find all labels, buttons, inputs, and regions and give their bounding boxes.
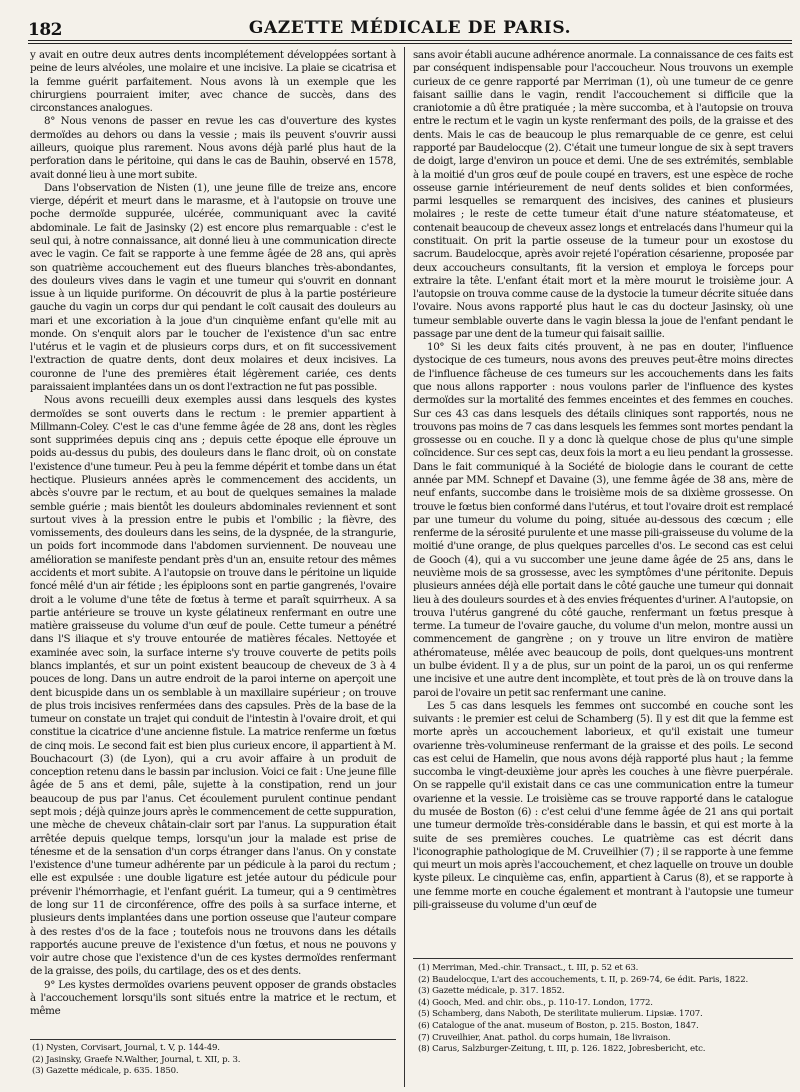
running-header <box>28 14 792 40</box>
right-paragraph: sans avoir établi aucune adhérence anormale. La connaissance de ces faits est par conséquent indispensable pour l'accoucheur. Nous trouvons un exemple curieux de ce genre rapporté par Merriman (1), où une tumeur de ce genre faisant saillie dans le vagin, rendit l'accouchement si difficile que la craniotomie a dû être pratiquée ; la mère succomba, et à l'autopsie on trouva entre le rectum et le vagin un kyste renfermant des poils, de la graisse et des dents. Mais le cas de beaucoup le plus remarquable de ce genre, est celui rapporté par Baudelocque (2). C'était une tumeur longue de six à sept travers de doigt, large d'environ un pouce et demi. Une de ses extrémités, semblable à la moitié d'un gros œuf de poule coupé en travers, est une espèce de roche osseuse garnie intérieurement de neuf dents solides et bien conformées, parmi lesquelles se remarquent des incisives, des canines et plusieurs molaires ; le reste de cette tumeur était d'une nature stéatomateuse, et contenait beaucoup de cheveux assez longs et entrelacés dans l'humeur qui la constituait. On prit la partie osseuse de la tumeur pour un exostose du sacrum. Baudelocque, après avoir rejeté l'opération césarienne, proposée par deux accoucheurs consultants, fit la version et employa le forceps pour extraire la tête. L'enfant était mort et la mère mourut le troisième jour. A l'autopsie on trouva comme cause de la dystocie la tumeur décrite située dans l'ovaire. Nous avons rapporté plus haut le cas du docteur Jasinsky, où une tumeur semblable ouverte dans le vagin blessa la joue de l'enfant pendant le passage par une dent de la tumeur qui faisait saillie. <box>413 49 793 340</box>
right-column <box>413 49 793 1089</box>
footnote-rule-left <box>30 1039 396 1040</box>
footnote: (8) Carus, Salzburger-Zeitung, t. III, p. 126. 1822, Jobresbericht, etc. <box>418 1044 706 1055</box>
left-paragraph: Nous avons recueilli deux exemples aussi dans lesquels des kystes dermoïdes se sont ouverts dans le rectum : le premier appartient à Millmann-Coley. C'est le cas d'une femme âgée de 28 ans, dont les règles sont supprimées depuis cinq ans ; depuis cette époque elle éprouve un poids au-dessus du pubis, des douleurs dans le flanc droit, où on constate l'existence d'une tumeur. Peu à peu la femme dépérit et tombe dans un état hectique. Plusieurs années après le commencement des accidents, un abcès s'ouvre par le rectum, et au bout de quelques semaines la malade semble guérie ; mais bientôt les douleurs abdominales reviennent et sont surtout vives à la pression entre le pubis et l'ombilic ; la fièvre, des vomissements, des douleurs dans les seins, de la dyspnée, de la strangurie, un poids fort incommode dans l'abdomen surviennent. De nouveau une amélioration se manifeste pendant près d'un an, ensuite retour des mêmes accidents et mort subite. A l'autopsie on trouve dans le péritoine un liquide foncé mêlé d'un air fétide ; les épiploons sont en partie gangrenés, l'ovaire droit a le volume d'une tête de fœtus à terme et paraît squirrheux. A sa partie antérieure se trouve un kyste gélatineux renfermant en outre une matière graisseuse du volume d'un œuf de poule. Cette tumeur a pénétré dans l'S iliaque et s'y trouve entourée de matières fécales. Nettoyée et examinée avec soin, la surface interne s'y trouve couverte de petits poils blancs implantés, et sur un point existent beaucoup de cheveux de 3 à 4 pouces de long. Dans un autre endroit de la paroi interne on aperçoit une dent bicuspide dans un os semblable à un maxillaire supérieur ; on trouve de plus trois incisives renfermées dans des capsules. Près de la base de la tumeur on constate un trajet qui conduit de l'intestin à l'ovaire droit, et qui constitue la cicatrice d'une ancienne fistule. La matrice renferme un fœtus de cinq mois. Le second fait est bien plus curieux encore, il appartient à M. Bouchacourt (3) (de Lyon), qui a cru avoir affaire à un produit de conception retenu dans le bassin par inclusion. Voici ce fait : Une jeune fille âgée de 5 ans et demi, pâle, sujette à la constipation, rend un jour beaucoup de pus par l'anus. Cet écoulement purulent continue pendant sept mois ; déjà quinze jours après le commencement de cette suppuration, une mèche de cheveux châtain-clair sort par l'anus. La suppuration était arrêtée depuis quelque temps, lorsqu'un jour la malade est prise de ténesme et de la sensation d'un corps étranger dans l'anus. On y constate l'existence d'une tumeur adhérente par un pédicule à la paroi du rectum ; elle est expulsée : une double ligature est jetée autour du pédicule pour prévenir l'hémorrhagie, et l'enfant guérit. La tumeur, qui a 9 centimètres de long sur 11 de circonférence, offre des poils à sa surface interne, et plusieurs dents implantées dans une portion osseuse que l'auteur compare à des restes d'os de la face ; toutefois nous ne trouvons dans les détails rapportés aucune preuve de l'existence d'un fœtus, et nous ne pouvons y voir autre chose que l'existence d'un de ces kystes dermoïdes renfermant de la graisse, des poils, du cartilage, des os et des dents. <box>30 394 396 978</box>
left-column <box>30 49 396 1039</box>
left-paragraph: 9° Les kystes dermoïdes ovariens peuvent opposer de grands obstacles à l'accouchement lorsqu'ils sont situés entre la matrice et le rectum, et même <box>30 978 396 1018</box>
left-paragraph: 8° Nous venons de passer en revue les cas d'ouverture des kystes dermoïdes au dehors ou dans la vessie ; mais ils peuvent s'ouvrir aussi ailleurs, quoique plus rarement. Nous avons déjà parlé plus haut de la perforation dans le péritoine, qui dans le cas de Bauhin, observé en 1578, avait donné lieu à une mort subite. <box>30 115 396 181</box>
footnote: (1) Nysten, Corvisart, Journal, t. V, p. 144-49. <box>32 1043 220 1053</box>
footnote: (3) Gazette médicale, p. 635. 1850. <box>32 1066 179 1077</box>
footnote-rule-right <box>413 958 793 959</box>
footnote: (7) Cruveilhier, Anat. pathol. du corps humain, 18e livraison. <box>418 1032 671 1043</box>
footnote: (3) Gazette médicale, p. 317. 1852. <box>418 986 565 997</box>
header-rule-thin <box>28 43 792 44</box>
left-paragraph: Dans l'observation de Nisten (1), une jeune fille de treize ans, encore vierge, dépérit et meurt dans le marasme, et à l'autopsie on trouve une poche dermoïde suppurée, ulcérée, communiquant avec la cavité abdominale. Le fait de Jasinsky (2) est encore plus remarquable : c'est le seul qui, à notre connaissance, ait donné lieu à une communication directe avec le vagin. Ce fait se rapporte à une femme âgée de 28 ans, qui après son quatrième accouchement eut des flueurs blanches très-abondantes, des douleurs vives dans le vagin et une tumeur qui s'ouvrit en donnant issue à un liquide puriforme. On découvrit de plus à la partie postérieure gauche du vagin un corps dur qui pendant le coït causait des douleurs au mari et une excoriation à la joue d'un cinquième enfant qu'elle mit au monde. On s'enquit alors par le toucher de l'existence d'un sac entre l'utérus et le vagin et de plusieurs corps durs, et on fit successivement l'extraction de quatre dents, dont deux molaires et deux incisives. La couronne de l'une des premières était légèrement cariée, ces dents paraissaient implantées dans un os dont l'extraction ne fut pas possible. <box>30 181 396 394</box>
page-number: 182 <box>28 20 62 40</box>
footnote: (2) Baudelocque, L'art des accouchements, t. II, p. 269-74, 6e édit. Paris, 1822. <box>418 974 749 985</box>
left-paragraph: y avait en outre deux autres dents incomplétement développées sortant à peine de leurs alvéoles, une molaire et une incisive. La plaie se cicatrisa et la femme guérit parfaitement. Nous avons là un exemple que les chirurgiens pourraient imiter, avec chance de succès, dans des circonstances analogues. <box>30 49 396 115</box>
footnote: (2) Jasinsky, Graefe N.Walther, Journal, t. XII, p. 3. <box>32 1054 241 1065</box>
footnote: (4) Gooch, Med. and chir. obs., p. 110-17. London, 1772. <box>418 997 653 1008</box>
footnote: (5) Schamberg, dans Naboth, De sterilitate mulierum. Lipsiæ. 1707. <box>418 1009 703 1020</box>
column-divider <box>404 47 405 1087</box>
footnote: (1) Merriman, Med.-chir. Transact., t. III, p. 52 et 63. <box>418 963 639 973</box>
footnotes-left <box>32 1043 394 1078</box>
right-paragraph: 10° Si les deux faits cités prouvent, à ne pas en douter, l'influence dystocique de ces tumeurs, nous avons des preuves peut-être moins directes de l'influence fâcheuse de ces tumeurs sur les accouchements dans les faits que nous allons rapporter : nous voulons parler de l'influence des kystes dermoïdes sur la mortalité des femmes enceintes et des femmes en couches. Sur ces 43 cas dans lesquels des détails cliniques sont rapportés, nous ne trouvons pas moins de 7 cas dans lesquels les femmes sont mortes pendant la grossesse ou en couche. Il y a donc là quelque chose de plus qu'une simple coïncidence. Sur ces sept cas, deux fois la mort a eu lieu pendant la grossesse. Dans le fait communiqué à la Société de biologie dans le courant de cette année par MM. Schnepf et Davaine (3), une femme âgée de 38 ans, mère de neuf enfants, succombe dans le troisième mois de sa dixième grossesse. On trouve le fœtus bien conformé dans l'utérus, et tout l'ovaire droit est remplacé par une tumeur du volume du poing, située au-dessous des cœcum ; elle renferme de la sérosité purulente et une masse pili-graisseuse du volume de la moitié d'une orange, de plus quelques parcelles d'os. Le second cas est celui de Gooch (4), qui a vu succomber une jeune dame âgée de 25 ans, dans le neuvième mois de sa grossesse, avec les symptômes d'une péritonite. Depuis plusieurs années déjà elle portait dans le côté gauche une tumeur qui donnait lieu à des douleurs sourdes et à des envies fréquentes d'uriner. A l'autopsie, on trouva l'utérus gangrené du côté gauche, renfermant un fœtus presque à terme. La tumeur de l'ovaire gauche, du volume d'un melon, montre aussi un commencement de gangrène ; on y trouve un litre environ de matière athéromateuse, mêlée avec beaucoup de poils, dont quelques-uns montrent un bulbe évident. Il y a de plus, sur un point de la paroi, un os qui renferme une incisive et une autre dent incomplète, et tout près de là on trouve dans la paroi de l'ovaire un petit sac renfermant une canine. <box>413 341 793 699</box>
footnotes-right <box>418 963 792 1056</box>
footnote: (6) Catalogue of the anat. museum of Boston, p. 215. Boston, 1847. <box>418 1020 699 1031</box>
right-paragraph: Les 5 cas dans lesquels les femmes ont succombé en couche sont les suivants : le premier est celui de Schamberg (5). Il y est dit que la femme est morte après un accouchement laborieux, et qu'il existait une tumeur ovarienne très-volumineuse renfermant de la graisse et des poils. Le second cas est celui de Hamelin, que nous avons déjà rapporté plus haut ; la femme succomba le vingt-deuxième jour après les couches à une fièvre puerpérale. On se rappelle qu'il existait dans ce cas une communication entre la tumeur ovarienne et la vessie. Le troisième cas se trouve rapporté dans le catalogue du musée de Boston (6) : c'est celui d'une femme âgée de 21 ans qui portait une tumeur dermoïde très-considérable dans le bassin, et qui est morte à la suite de ses premières couches. Le quatrième cas est décrit dans l'iconographie pathologique de M. Cruveilhier (7) ; il se rapporte à une femme qui meurt un mois après l'accouchement, et chez laquelle on trouve un double kyste pileux. Le cinquième cas, enfin, appartient à Carus (8), et se rapporte à une femme morte en couche également et montrant à l'autopsie une tumeur pili-graisseuse du volume d'un œuf de <box>413 699 793 911</box>
journal-title: GAZETTE MÉDICALE DE PARIS. <box>248 18 572 38</box>
header-rule <box>28 40 792 41</box>
